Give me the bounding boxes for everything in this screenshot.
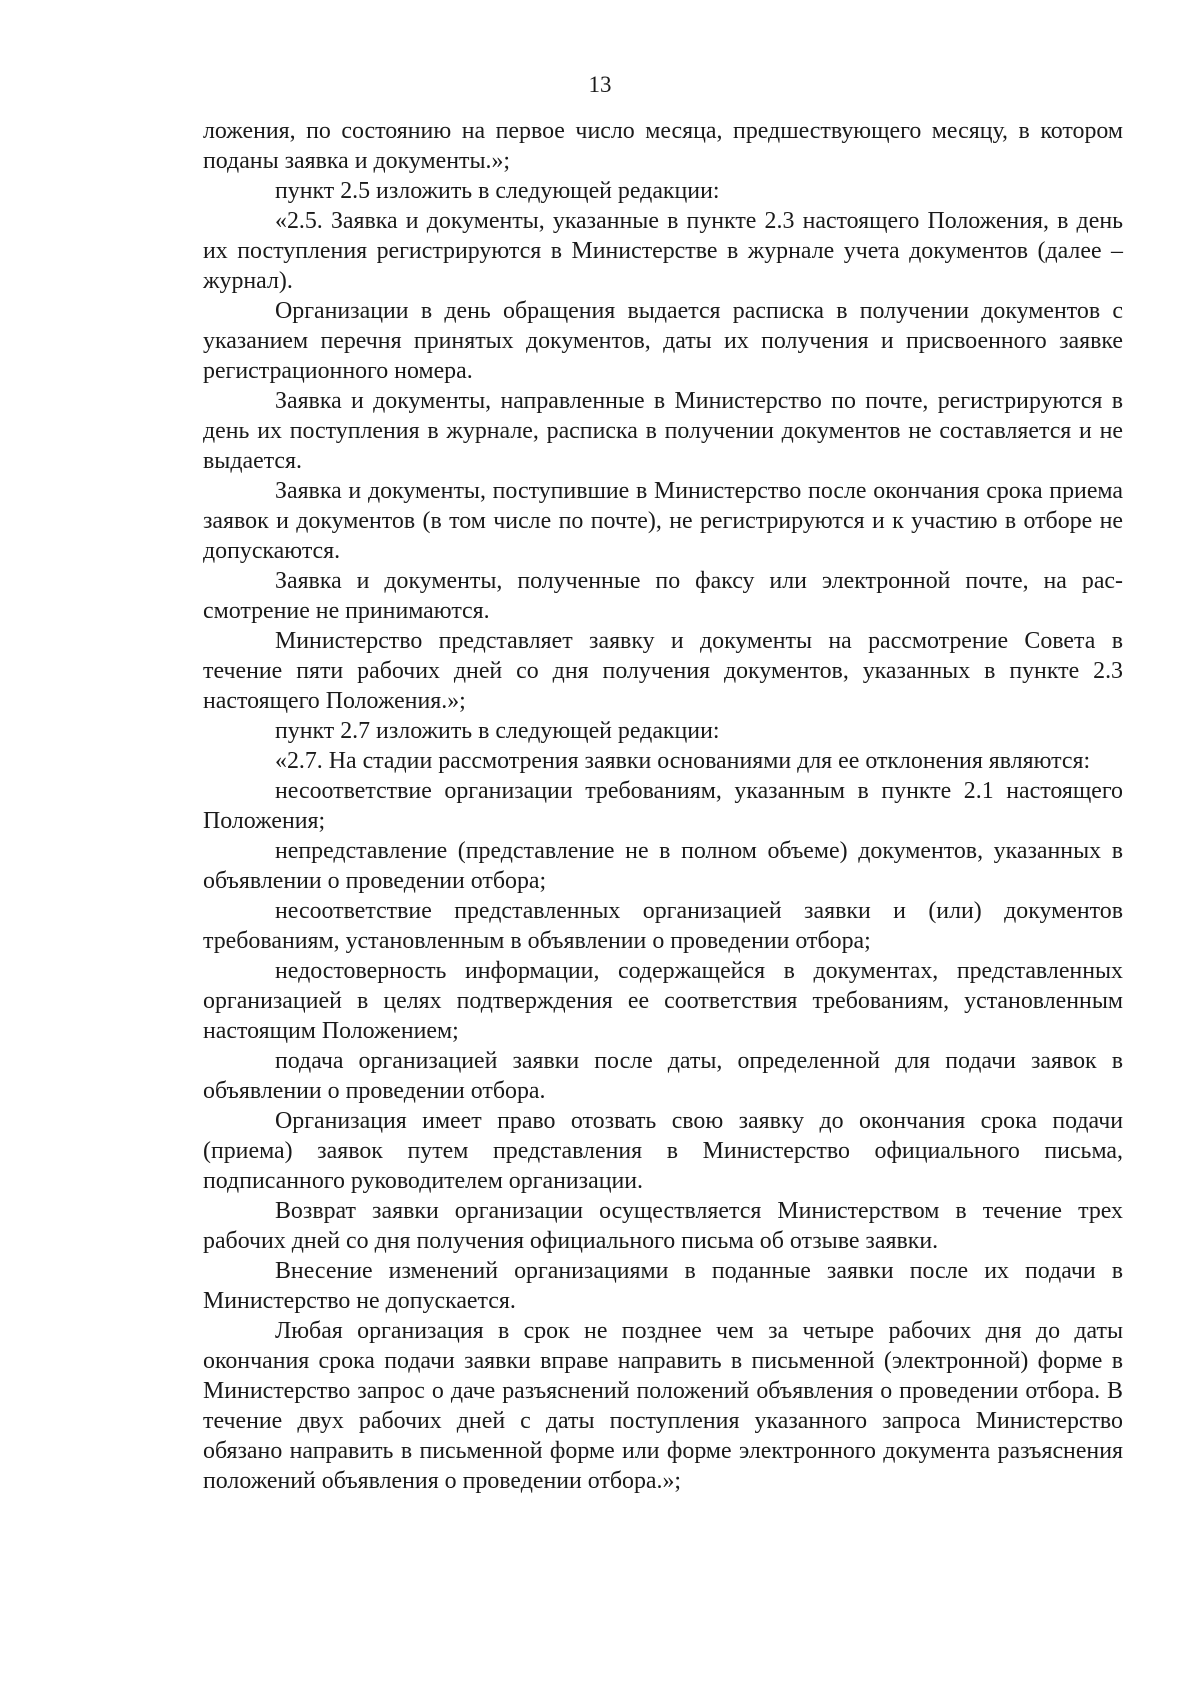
page-number: 13 [588, 72, 612, 97]
paragraph-late-submission: Заявка и документы, поступившие в Министерство после окончания срока приема заявок и документов (в том числе по почте), не регистрируются и к участию в отборе не допускаются. [203, 478, 1123, 564]
paragraph-return-of-application: Возврат заявки организации осуществляется Министерством в течение трех рабочих дней со дня получения официального письма об отзыве заявки. [203, 1198, 1123, 1254]
paragraph-council-review: Министерство представляет заявку и документы на рассмотрение Совета в течение пяти рабочих дней со дня получения документов, указанных в пункте 2.3 настоящего Положения.»; [203, 628, 1123, 714]
paragraph-2-7-rejection-grounds: «2.7. На стадии рассмотрения заявки основаниями для ее отклонения являются: [275, 748, 1091, 774]
paragraph-2-5-registration: «2.5. Заявка и документы, указанные в пункте 2.3 настоящего Положения, в день их поступления регистрируются в Министерстве в журнале учета документов (далее – журнал). [203, 208, 1123, 294]
list-item-incomplete-documents: непредставление (представление не в полном объеме) документов, указанных в объявлении о проведении отбора; [203, 838, 1123, 894]
paragraph-no-changes: Внесение изменений организациями в поданные заявки после их подачи в Министерство не допускается. [203, 1258, 1123, 1314]
list-item-documents-mismatch: несоответствие представленных организацией заявки и (или) документов требованиям, установленным в объявлении о проведении отбора; [203, 898, 1123, 954]
paragraph-amendment-2-7-intro: пункт 2.7 изложить в следующей редакции: [275, 718, 720, 744]
list-item-requirements-mismatch: несоответствие организации требованиям, указанным в пункте 2.1 настоящего Положения; [203, 778, 1123, 834]
paragraph-fax-email: Заявка и документы, полученные по факсу или электронной почте, на рассмотрение не принимаются. [203, 568, 1123, 624]
paragraph-amendment-2-5-intro: пункт 2.5 изложить в следующей редакции: [275, 178, 720, 204]
paragraph-mail-submission: Заявка и документы, направленные в Министерство по почте, регистрируются в день их поступления в журнале, расписка в получении документов не составляется и не выдается. [203, 388, 1123, 474]
paragraph-withdrawal-right: Организация имеет право отозвать свою заявку до окончания срока подачи (приема) заявок путем представления в Министерство официального письма, подписанного руководителем организации. [203, 1108, 1123, 1194]
list-item-late-application: подача организацией заявки после даты, определенной для подачи заявок в объявлении о проведении отбора. [203, 1048, 1123, 1104]
document-body [203, 116, 1123, 1496]
list-item-false-information: недостоверность информации, содержащейся в документах, представленных организацией в целях подтверждения ее соответствия требованиям, установленным настоящим Положением; [203, 958, 1123, 1044]
paragraph-continuation: ложения, по состоянию на первое число месяца, предшествующего месяцу, в котором поданы заявка и документы.»; [203, 118, 1123, 174]
paragraph-receipt-issued: Организации в день обращения выдается расписка в получении документов с указанием перечня принятых документов, даты их получения и присвоенного заявке регистрационного номера. [203, 298, 1123, 384]
paragraph-clarification-request: Любая организация в срок не позднее чем за четыре рабочих дня до даты окончания срока подачи заявки вправе направить в письменной (электронной) форме в Министерство запрос о даче разъяснений положений объявления о проведении отбора. В течение двух рабочих дней с даты поступления указанного запроса Министерство обязано направить в письменной форме или форме электронного документа разъяснения положений объявления о проведении отбора.»; [203, 1318, 1123, 1494]
